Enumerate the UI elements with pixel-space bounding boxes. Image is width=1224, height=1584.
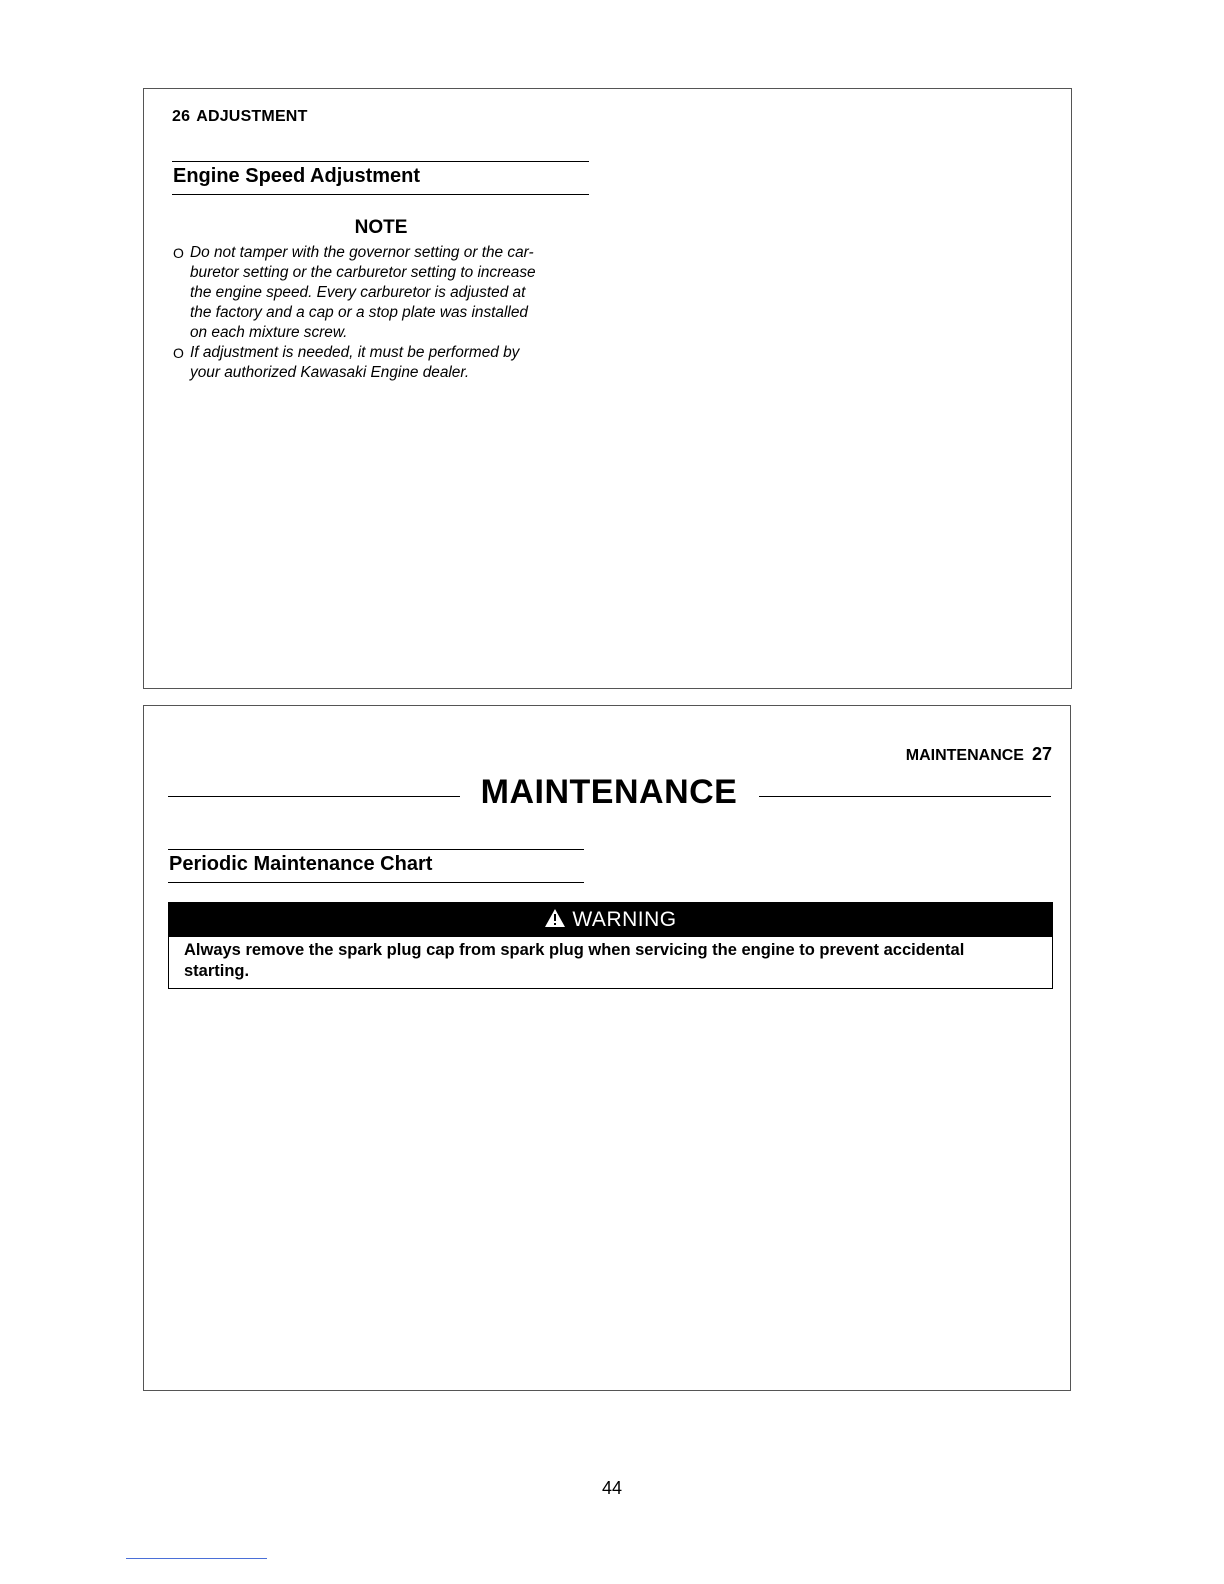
page-number: 26	[172, 108, 191, 125]
page-header	[172, 108, 308, 126]
section-name: ADJUSTMENT	[196, 108, 308, 125]
page-27-panel	[143, 705, 1071, 1391]
note-line: the factory and a cap or a stop plate was installed	[190, 304, 528, 321]
page-number: 27	[1031, 744, 1052, 764]
note-line: If adjustment is needed, it must be performed by	[190, 344, 520, 361]
warning-line: starting.	[184, 962, 250, 980]
note-item	[173, 243, 591, 343]
section-title: Engine Speed Adjustment	[173, 165, 421, 187]
note-heading: NOTE	[354, 217, 408, 238]
note-list	[173, 243, 591, 383]
warning-header	[169, 903, 1052, 937]
bullet-icon: O	[173, 245, 184, 261]
title-rule-top	[172, 161, 589, 162]
note-line: buretor setting or the carburetor setting to increase	[190, 264, 536, 281]
subtitle-rule-bottom	[168, 882, 584, 883]
note-line: the engine speed. Every carburetor is adjusted at	[190, 284, 526, 301]
warning-triangle-icon	[544, 908, 566, 928]
page-26-panel	[143, 88, 1072, 689]
warning-box	[168, 902, 1053, 989]
note-line: Do not tamper with the governor setting or the car-	[190, 244, 534, 261]
title-rule-bottom	[172, 194, 589, 195]
section-name: MAINTENANCE	[905, 747, 1024, 764]
note-line: on each mixture screw.	[190, 324, 348, 341]
chapter-rule-right	[759, 796, 1051, 797]
warning-title: WARNING	[572, 908, 677, 931]
chapter-title: MAINTENANCE	[480, 773, 738, 811]
note-line: your authorized Kawasaki Engine dealer.	[190, 364, 470, 381]
footer-page-number: 44	[601, 1478, 623, 1498]
warning-text	[184, 940, 1044, 982]
bullet-icon: O	[173, 345, 184, 361]
warning-line: Always remove the spark plug cap from spark plug when servicing the engine to prevent accidental	[184, 941, 965, 959]
page-header	[906, 744, 1052, 765]
footer-link-line	[126, 1558, 267, 1559]
section-title: Periodic Maintenance Chart	[169, 853, 433, 875]
note-item	[173, 343, 591, 383]
subtitle-rule-top	[168, 849, 584, 850]
